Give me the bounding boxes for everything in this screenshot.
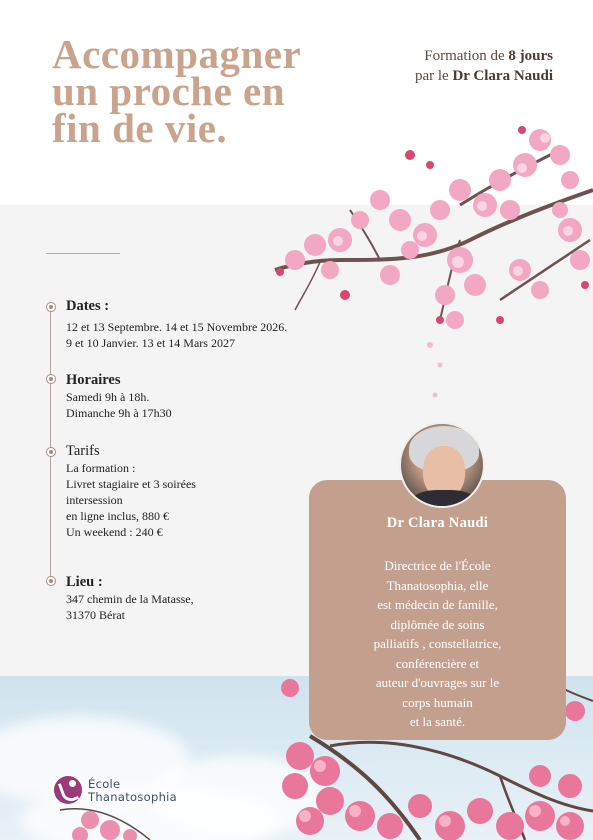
lieu-line: 347 chemin de la Matasse, [66, 592, 194, 606]
horaires-line: Samedi 9h à 18h. [66, 390, 150, 404]
logo-icon [54, 776, 82, 804]
timeline-line [50, 304, 51, 584]
bio-line: conférencière et [395, 655, 480, 671]
timeline-dot-icon [46, 576, 56, 586]
tarifs-line: La formation : [66, 461, 136, 475]
tarifs-line: Livret stagiaire et 3 soirées [66, 477, 196, 491]
timeline-dot-icon [46, 447, 56, 457]
timeline-dot-icon [46, 374, 56, 384]
dates-title: Dates : [66, 298, 110, 314]
formation-author: Dr Clara Naudi [452, 68, 553, 84]
formation-info [363, 46, 553, 86]
logo-text [88, 778, 177, 804]
formation-duration: 8 jours [508, 48, 553, 64]
title-line: fin de vie. [52, 105, 228, 151]
profile-bio [329, 556, 546, 732]
lieu-line: 31370 Bérat [66, 608, 125, 622]
bio-line: Directrice de l'École [384, 558, 491, 573]
tarifs-line: en ligne inclus, 880 € [66, 509, 169, 523]
tarifs-line: Un weekend : 240 € [66, 525, 163, 539]
logo-line2: Thanatosophia [88, 790, 177, 804]
profile-name: Dr Clara Naudi [386, 515, 489, 531]
title-line: Accompagner [52, 31, 302, 77]
formation-prefix: Formation de [424, 48, 509, 64]
dates-line: 12 et 13 Septembre. 14 et 15 Novembre 2026. [66, 320, 288, 334]
bio-line: diplômée de soins [390, 616, 485, 632]
horaires-title: Horaires [66, 372, 121, 388]
bio-line: auteur d'ouvrages sur le [375, 675, 500, 690]
bio-line: est médecin de famille, [377, 597, 498, 612]
timeline-dot-icon [46, 302, 56, 312]
profile-card [309, 480, 566, 740]
horaires-line: Dimanche 9h à 17h30 [66, 406, 172, 420]
tarifs-title: Tarifs [66, 443, 100, 459]
profile-photo [399, 422, 485, 508]
title-line: un proche en [52, 68, 286, 114]
bio-line: corps humain [402, 694, 473, 710]
lieu-title: Lieu : [66, 574, 103, 590]
cherry-blossom-branch [260, 110, 593, 410]
formation-by: par le [414, 68, 453, 84]
bio-line: palliatifs , constellatrice, [373, 636, 502, 651]
bio-line: Thanatosophia, elle [386, 577, 489, 593]
bio-line: et la santé. [409, 714, 466, 729]
tarifs-line: intersession [66, 493, 123, 507]
dates-line: 9 et 10 Janvier. 13 et 14 Mars 2027 [66, 336, 235, 350]
school-logo [54, 776, 214, 808]
logo-line1: École [88, 777, 121, 791]
divider-line [46, 253, 120, 254]
